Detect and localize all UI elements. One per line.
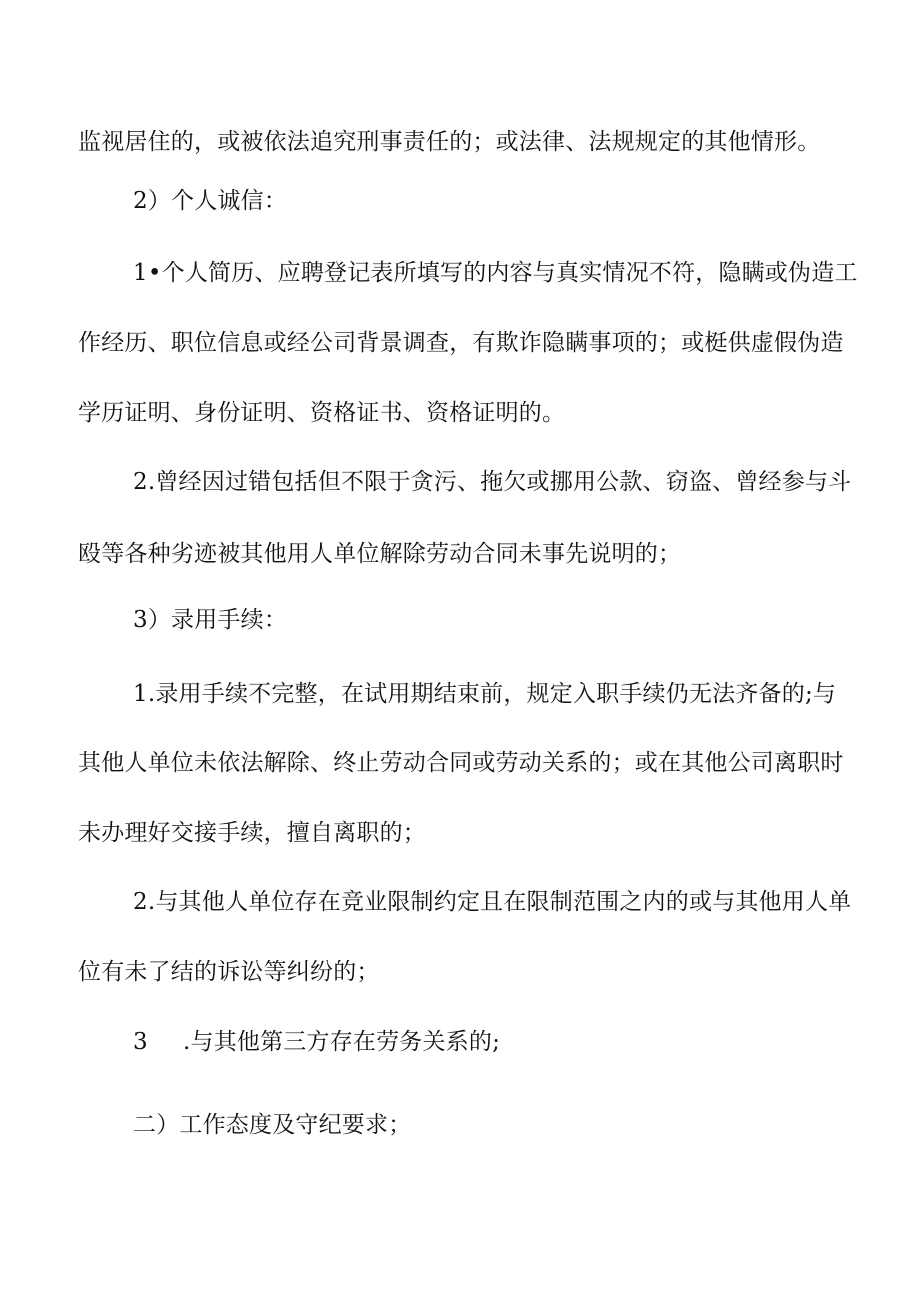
list-item-text: .与其他第三方存在劳务关系的; bbox=[183, 1029, 501, 1055]
paragraph-line: 2.与其他人单位存在竞业限制约定且在限制范围之内的或与其他用人单 bbox=[133, 889, 852, 915]
paragraph-line: 未办理好交接手续，擅自离职的； bbox=[78, 820, 426, 846]
section-heading-personal-integrity: 2）个人诚信： bbox=[133, 188, 288, 214]
paragraph-line: 作经历、职位信息或经公司背景调查，有欺诈隐瞒事项的；或梃供虚假伪造 bbox=[78, 330, 844, 356]
paragraph-line: 监视居住的，或被依法追究刑事责任的；或法律、法规规定的其他情形。 bbox=[78, 129, 821, 155]
list-item-number: 3 bbox=[133, 1029, 148, 1055]
paragraph-line: 2.曾经因过错包括但不限于贪污、拖欠或挪用公款、窃盗、曾经参与斗 bbox=[133, 469, 852, 495]
section-heading-work-attitude: 二）工作态度及守纪要求； bbox=[133, 1112, 412, 1138]
paragraph-line: 其他人单位未依法解除、终止劳动合同或劳动关系的；或在其他公司离职时 bbox=[78, 750, 844, 776]
paragraph-line: 殴等各种劣迹被其他用人单位解除劳动合同未事先说明的； bbox=[78, 541, 682, 567]
paragraph-line: 位有未了结的诉讼等纠纷的； bbox=[78, 959, 380, 985]
section-heading-hiring-procedures: 3）录用手续： bbox=[133, 607, 288, 633]
paragraph-line: 1.录用手续不完整，在试用期结束前，规定入职手续仍无法齐备的;与 bbox=[133, 681, 837, 707]
paragraph-line: 学历证明、身份证明、资格证书、资格证明的。 bbox=[78, 400, 566, 426]
list-item-3 bbox=[133, 1027, 500, 1057]
paragraph-line: 1•个人简历、应聘登记表所填写的内容与真实情况不符，隐瞒或伪造工 bbox=[133, 260, 858, 286]
